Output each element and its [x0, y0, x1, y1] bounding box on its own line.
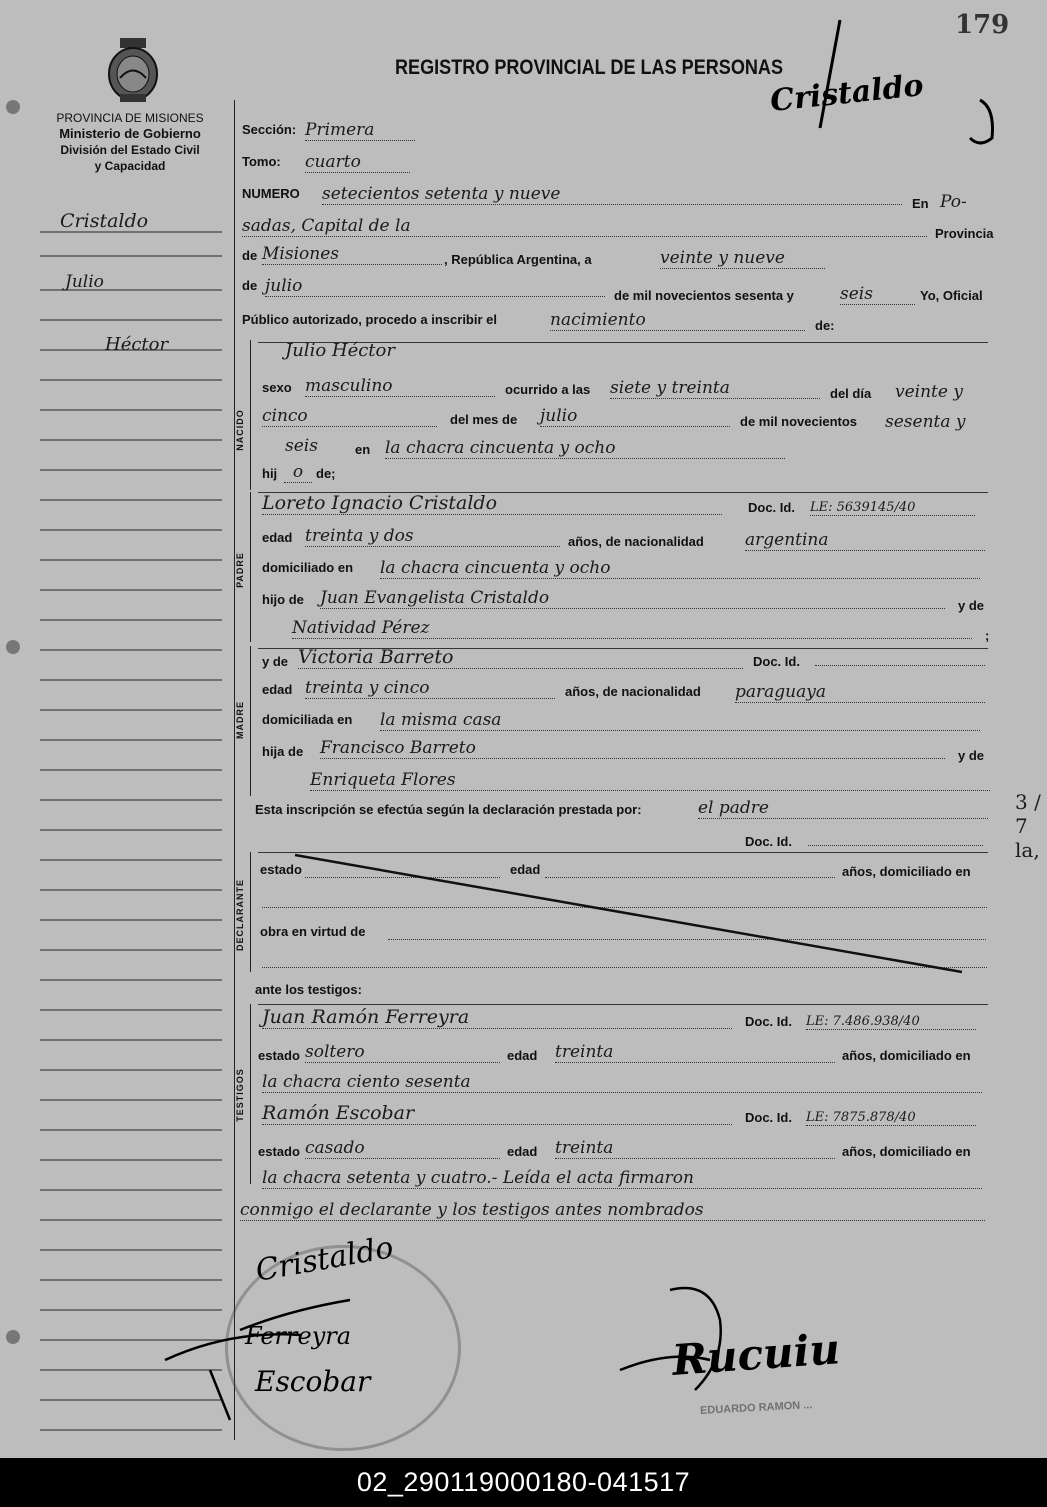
signature: Escobar — [255, 1365, 371, 1398]
sexo-label: sexo — [262, 380, 292, 395]
hij-label: hij — [262, 466, 278, 481]
title-signature-stroke — [780, 18, 1020, 148]
official-signature: Rucuiu — [670, 1324, 842, 1385]
scan-id: 02_290119000180-041517 — [356, 1467, 691, 1497]
doc-label: Doc. Id. — [745, 1110, 792, 1125]
yo-oficial-label: Yo, Oficial — [920, 288, 983, 303]
child-name: Julio Héctor — [285, 340, 395, 361]
father-age: treinta y dos — [305, 526, 560, 547]
numero-label: NUMERO — [242, 186, 300, 201]
witness2-name: Ramón Escobar — [262, 1102, 732, 1125]
father-doc: LE: 5639145/40 — [810, 500, 975, 516]
edad-label: edad — [507, 1048, 538, 1063]
day-value: veinte y nueve — [660, 248, 825, 269]
margin-surname: Cristaldo — [60, 210, 149, 232]
sexo-value: masculino — [305, 376, 495, 397]
declarante-value: el padre — [698, 798, 988, 819]
witness1-doc: LE: 7.486.938/40 — [806, 1014, 976, 1030]
anio-label: de mil novecientos — [740, 414, 858, 429]
de-label: de — [242, 248, 258, 263]
nacionalidad-label: años, de nacionalidad — [565, 684, 701, 699]
father-nationality: argentina — [745, 530, 985, 551]
edad-label: edad — [507, 1144, 538, 1159]
stamp-text: EDUARDO RAMON ... — [699, 1399, 813, 1417]
witness1-domicilio: la chacra ciento sesenta — [262, 1072, 982, 1093]
y-de-label: y de — [958, 598, 985, 613]
signature: Cristaldo — [253, 1230, 397, 1289]
hij-value: o — [284, 462, 312, 483]
domicilio-label: domiciliado en — [262, 560, 354, 575]
mother-father: Francisco Barreto — [320, 738, 945, 759]
y-de-label: y de — [958, 748, 985, 763]
doc-label: Doc. Id. — [745, 834, 792, 849]
edad-label: edad — [510, 862, 541, 877]
anio-value: sesenta y — [885, 412, 966, 432]
block-rule — [250, 646, 251, 796]
year-label: de mil novecientos sesenta y — [614, 288, 794, 303]
numero-value: setecientos setenta y nueve — [322, 184, 902, 205]
republica-label: , República Argentina, a — [444, 252, 592, 267]
mes-label: del mes de — [450, 412, 518, 427]
org-line: PROVINCIA DE MISIONES — [56, 111, 204, 125]
document-title: REGISTRO PROVINCIAL DE LAS PERSONAS — [395, 56, 784, 79]
publico-label: Público autorizado, procedo a inscribir el — [242, 312, 497, 327]
margin-given-name: Héctor — [105, 334, 169, 355]
rule — [258, 1004, 988, 1005]
provincia-label: Provincia — [935, 226, 994, 241]
edad-label: edad — [262, 530, 293, 545]
de-label: de; — [316, 466, 336, 481]
anos-label: años, domiciliado en — [842, 1144, 971, 1159]
doc-label: Doc. Id. — [748, 500, 795, 515]
province-value: Misiones — [262, 244, 442, 265]
father-mother: Natividad Pérez — [292, 618, 972, 639]
dia-value: veinte y — [895, 382, 963, 402]
org-line: División del Estado Civil — [60, 143, 200, 157]
estado-label: estado — [258, 1048, 300, 1063]
witness1-estado: soltero — [305, 1042, 500, 1063]
en-label: En — [912, 196, 929, 211]
witness2-doc: LE: 7875.878/40 — [806, 1110, 976, 1126]
org-header — [30, 110, 230, 174]
side-label: NACIDO — [235, 409, 245, 451]
hijo-de-label: hijo de — [262, 592, 304, 607]
signature: Ferreyra — [245, 1322, 352, 1350]
en-label: en — [355, 442, 371, 457]
acto-value: nacimiento — [550, 310, 805, 331]
seccion-label: Sección: — [242, 122, 297, 137]
mother-doc-line — [815, 664, 985, 666]
father-father: Juan Evangelista Cristaldo — [320, 588, 945, 609]
block-rule — [250, 340, 251, 490]
witness2-domicilio: la chacra setenta y cuatro.- Leída el acta firmaron — [262, 1168, 982, 1189]
org-line: y Capacidad — [94, 159, 166, 173]
dia-label: del día — [830, 386, 872, 401]
binder-hole — [6, 100, 20, 114]
page-number: 179 — [955, 10, 1010, 40]
estado-label: estado — [260, 862, 302, 877]
hora-value: siete y treinta — [610, 378, 820, 399]
signature-strokes — [150, 1250, 910, 1450]
domicilio-label: domiciliada en — [262, 712, 353, 727]
de-colon-label: de: — [815, 318, 835, 333]
edge-fragment: 3 / 7 la, — [1015, 790, 1041, 862]
mother-nationality: paraguaya — [735, 682, 985, 703]
hija-de-label: hija de — [262, 744, 304, 759]
father-name: Loreto Ignacio Cristaldo — [262, 492, 722, 515]
side-label: PADRE — [235, 552, 245, 588]
nacionalidad-label: años, de nacionalidad — [568, 534, 704, 549]
anos-label: años, domiciliado en — [842, 1048, 971, 1063]
mother-name: Victoria Barreto — [298, 646, 743, 669]
estado-label: estado — [258, 1144, 300, 1159]
y-de-label: y de — [262, 654, 289, 669]
declarante-doc-line — [808, 844, 983, 846]
lugar-value: la chacra cincuenta y ocho — [385, 438, 785, 459]
closing-text: conmigo el declarante y los testigos antes nombrados — [240, 1200, 985, 1221]
main-rule — [234, 100, 235, 1440]
doc-label: Doc. Id. — [753, 654, 800, 669]
witness2-edad: treinta — [555, 1138, 835, 1159]
side-label: TESTIGOS — [235, 1068, 246, 1122]
binder-hole — [6, 640, 20, 654]
block-rule — [250, 852, 251, 972]
block-rule — [250, 1004, 251, 1184]
mother-mother: Enriqueta Flores — [310, 770, 990, 791]
block-rule — [250, 492, 251, 642]
en-value: Po- — [940, 192, 967, 212]
scan-footer — [0, 1458, 1047, 1507]
dia-value-2: cinco — [262, 406, 437, 427]
anio-value-2: seis — [285, 436, 318, 456]
de-label: de — [242, 278, 258, 293]
org-line: Ministerio de Gobierno — [59, 126, 201, 141]
witness1-name: Juan Ramón Ferreyra — [262, 1006, 732, 1029]
anos-label: años, domiciliado en — [842, 864, 971, 879]
testigos-intro: ante los testigos: — [255, 982, 362, 997]
doc-label: Doc. Id. — [745, 1014, 792, 1029]
witness2-estado: casado — [305, 1138, 500, 1159]
witness1-edad: treinta — [555, 1042, 835, 1063]
obra-label: obra en virtud de — [260, 924, 366, 939]
tomo-value: cuarto — [305, 152, 410, 173]
title-signature: Cristaldo — [768, 68, 926, 119]
declaracion-label: Esta inscripción se efectúa según la declaración prestada por: — [255, 802, 642, 817]
tomo-label: Tomo: — [242, 154, 281, 169]
binder-hole — [6, 1330, 20, 1344]
margin-given-name: Julio — [65, 272, 104, 292]
year-value: seis — [840, 284, 915, 305]
ocurrido-label: ocurrido a las — [505, 382, 591, 397]
side-label: DECLARANTE — [235, 879, 245, 951]
seccion-value: Primera — [305, 120, 415, 141]
side-label: MADRE — [235, 701, 245, 739]
semicolon: ; — [985, 628, 990, 643]
mother-age: treinta y cinco — [305, 678, 555, 699]
mes-value: julio — [540, 406, 730, 427]
month-value: julio — [265, 276, 605, 297]
city-value: sadas, Capital de la — [242, 216, 927, 237]
edad-label: edad — [262, 682, 293, 697]
coat-of-arms-icon — [100, 38, 166, 104]
mother-address: la misma casa — [380, 710, 980, 731]
cancel-stroke — [290, 852, 970, 977]
father-address: la chacra cincuenta y ocho — [380, 558, 980, 579]
